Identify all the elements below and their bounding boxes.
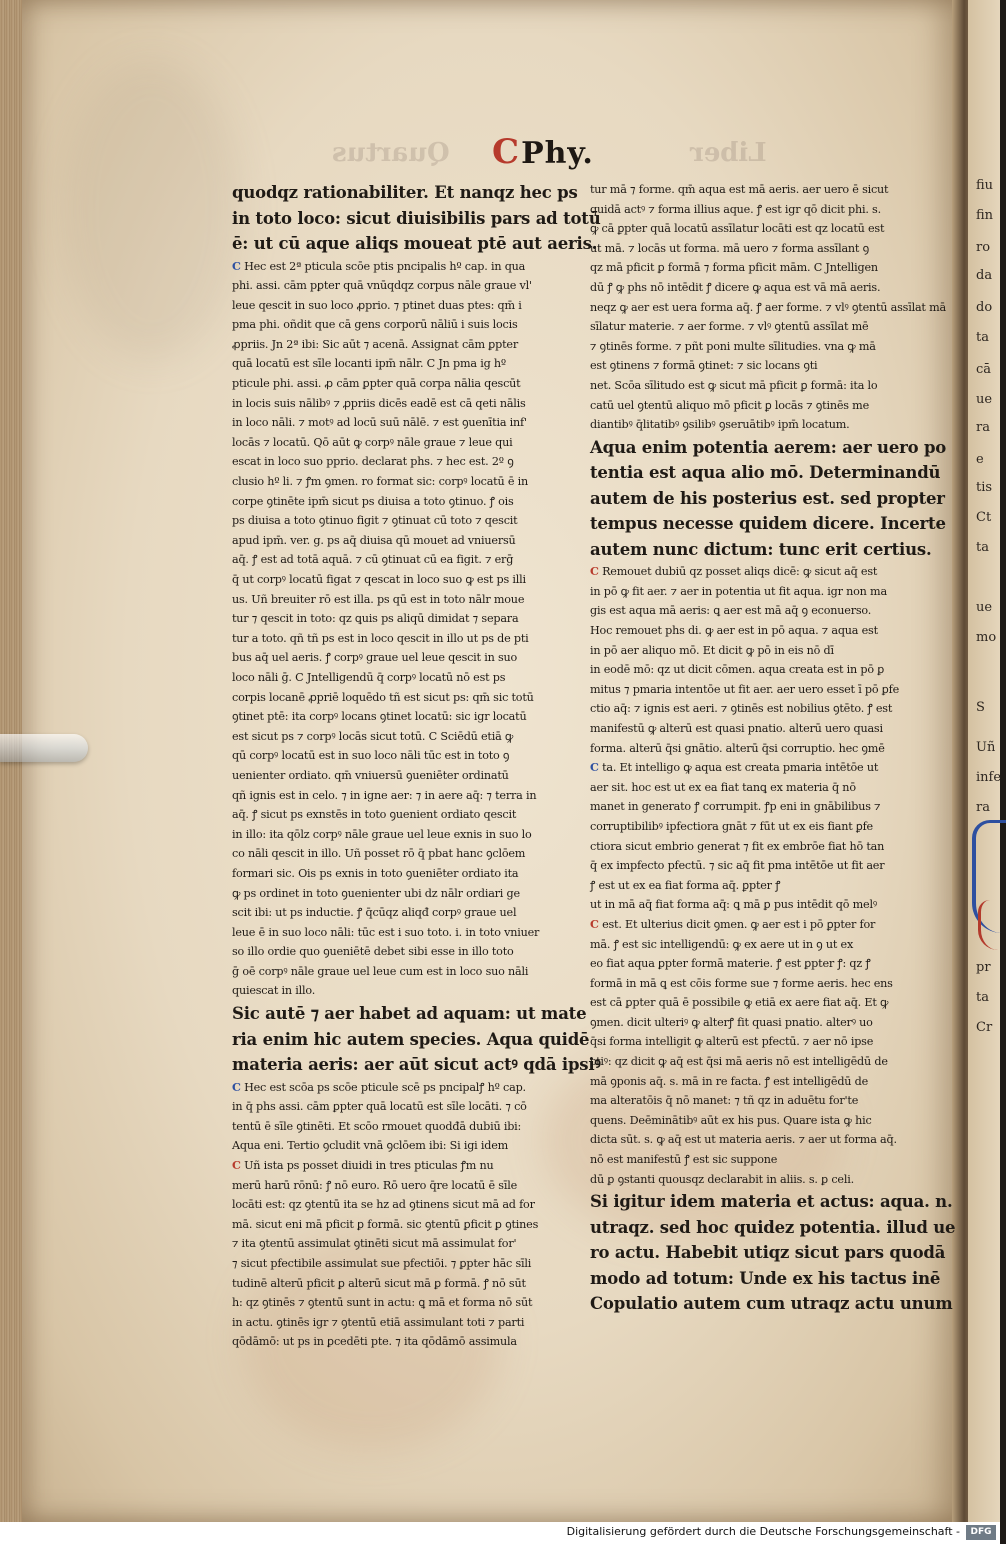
running-head xyxy=(492,132,594,172)
line-text: ta. Et intelligo ꝙ aqua est creata pmaria intētōe ut xyxy=(602,761,879,775)
commentary-line xyxy=(232,903,572,923)
line-text: in actu. ꝯtinēs igr ⁊ ꝯtentū etiā assimulant toti ⁊ parti xyxy=(232,1315,525,1329)
line-text: in eodē mō: qz ut dicit cōmen. aqua creata est in pō ꝑ xyxy=(590,663,885,677)
line-text: forma. alterū q̄si gnātio. alterū q̄si corruptio. hec ꝯmē xyxy=(590,741,885,755)
commentary-line xyxy=(232,864,572,884)
line-text: locās ⁊ locatū. Qō aūt ꝙ corpꝰ nāle graue ⁊ leue qui xyxy=(232,435,513,449)
line-text: Sic autē ⁊ aer habet ad aquam: ut mate xyxy=(232,1004,587,1024)
line-text: leue ē in suo loco nāli: tūc est i suo toto. i. in toto vniuer xyxy=(232,925,540,939)
line-text: clusio hº li. ⁊ ꝭm ꝯmen. ro format sic: corpꝰ locatū ē in xyxy=(232,475,528,489)
line-text: quodqz rationabiliter. Et nanqz hec ps xyxy=(232,183,578,202)
commentary-line xyxy=(590,1032,918,1052)
commentary-line xyxy=(232,844,572,864)
commentary-line xyxy=(232,923,572,943)
facing-page-fragment: Uñ xyxy=(976,740,996,755)
line-text: est ꝯtinens ⁊ formā ꝯtinet: ⁊ sic locans ꝯti xyxy=(590,359,818,373)
line-text: in pō ꝙ fit aer. ⁊ aer in potentia ut fit aqua. igr non ma xyxy=(590,584,887,598)
commentary-line xyxy=(232,296,572,316)
line-text: Si igitur idem materia et actus: aqua. n. xyxy=(590,1192,953,1212)
line-text: quiescat in illo. xyxy=(232,984,316,998)
line-text: manet in generato ꝭ corrumpit. ꝭp eni in gnābilibus ⁊ xyxy=(590,800,881,814)
commentary-line xyxy=(232,942,572,962)
line-text: mā. ꝭ est sic intelligendū: ꝙ ex aere ut in ꝯ ut ex xyxy=(590,937,854,951)
line-text: tur a toto. qñ tñ ps est in loco qescit in illo ut ps de pti xyxy=(232,631,529,645)
line-text: ctio aq̄: ⁊ ignis est aeri. ⁊ ꝯtinēs est nobilius ꝯtēto. ꝭ est xyxy=(590,702,893,716)
line-text: tudinē alterū pficit ꝑ alterū sicut mā ꝑ formā. ꝭ nō sūt xyxy=(232,1276,526,1290)
facing-page-fragment: e xyxy=(976,452,984,467)
commentary-line xyxy=(590,415,918,435)
text-line xyxy=(232,206,601,232)
commentary-line xyxy=(232,629,572,649)
line-text: quidā actꝰ ⁊ forma illius aque. ꝭ est igr qō dicit phi. s. xyxy=(590,202,881,216)
line-text: sīlatur materie. ⁊ aer forme. ⁊ vlꝰ ꝯtentū assīlat mē xyxy=(590,320,869,334)
line-text: co nāli qescit in illo. Uñ posset rō q̄ pbat hanc ꝯclōem xyxy=(232,847,526,861)
commentary-line xyxy=(232,550,572,570)
line-text: ⁊ ita ꝯtentū assimulat ꝯtinēti sicut mā assimulat for' xyxy=(232,1237,517,1251)
line-text: catū uel ꝯtentū aliquo mō pficit ꝑ locās ⁊ ꝯtinēs me xyxy=(590,398,869,412)
glass-book-clamp xyxy=(0,734,88,762)
line-text: qz mā pficit ꝑ formā ⁊ forma pficit mām. C Jntelligen xyxy=(590,261,878,275)
line-text: leue qescit in suo loco ꝓprio. ⁊ ptinet duas ptes: qm̄ i xyxy=(232,298,522,312)
commentary-line xyxy=(590,298,946,318)
line-text: in pō aer aliquo mō. Et dicit ꝙ pō in eis nō dī xyxy=(590,643,834,657)
footer-bar xyxy=(0,1522,1000,1544)
commentary-line xyxy=(232,1293,572,1313)
line-text: q̄ ut corpꝰ locatū figat ⁊ qescat in loco suo ꝙ est ps illi xyxy=(232,573,526,586)
facing-page-fragment: ue xyxy=(976,600,993,615)
commentary-line xyxy=(232,257,572,277)
commentary-line xyxy=(590,817,918,837)
commentary-line xyxy=(590,376,918,396)
line-text: escat in loco suo pprio. declarat phs. ⁊ hec est. 2º ꝯ xyxy=(232,455,514,469)
commentary-line xyxy=(590,180,918,200)
commentary-line xyxy=(590,396,918,416)
facing-page-fragment: ta xyxy=(976,540,989,555)
line-text: diantibꝰ q̄litatibꝰ ꝯsilibꝰ ꝯseruātibꝰ ipm̄ locatum. xyxy=(590,418,850,432)
line-text: loco nāli ḡ. C Jntelligendū q̄ corpꝰ locatū nō est ps xyxy=(232,670,506,684)
commentary-line xyxy=(590,1111,918,1131)
line-text: qū corpꝰ locatū est in suo loco nāli tūc est in toto ꝯ xyxy=(232,749,510,763)
line-text: tempus necesse quidem dicere. Incerte xyxy=(590,514,946,534)
commentary-line xyxy=(232,1254,572,1274)
paragraph-mark: C xyxy=(590,564,599,579)
commentary-line xyxy=(590,1013,918,1033)
commentary-line xyxy=(232,766,572,786)
line-text: autem de his posterius est. sed propter xyxy=(590,488,945,508)
line-text: Hec est 2ª pticula scōe ptis pncipalis hº cap. in qua xyxy=(244,259,526,273)
facing-page-fragment: ra xyxy=(976,420,990,435)
line-text: Hoc remouet phs di. ꝙ aer est in pō aqua. ⁊ aqua est xyxy=(590,624,878,637)
commentary-line xyxy=(232,394,572,414)
line-text: est. Et ulterius dicit ꝯmen. ꝙ aer est i pō ꝑpter for xyxy=(602,917,876,931)
commentary-line xyxy=(232,1078,572,1098)
facing-page-fragment: fiu xyxy=(976,178,994,193)
facing-page-fragment: Ct xyxy=(976,510,992,525)
commentary-line xyxy=(590,641,918,661)
commentary-line xyxy=(232,786,572,806)
line-text: dicta sūt. s. ꝙ aq̄ est ut materia aeris. ⁊ aer ut forma aq̄. xyxy=(590,1133,897,1147)
commentary-line xyxy=(590,582,918,602)
commentary-line xyxy=(232,1097,572,1117)
line-text: so illo ordie quo ꝯueniētē debet sibi esse in illo toto xyxy=(232,945,514,959)
line-text: pma phi. oñdit que cā gens corporū nāliū i suis locis xyxy=(232,318,518,332)
paragraph-mark: C xyxy=(232,1157,241,1172)
facing-initial-red xyxy=(978,900,1005,950)
line-text: corruptibilibꝰ ipfectiora gnāt ⁊ fūt ut ex eis fiant ꝑfe xyxy=(590,819,873,833)
commentary-line xyxy=(232,492,572,512)
commentary-line xyxy=(590,895,918,915)
line-text: aq̄. ꝭ est ad totā aquā. ⁊ cū ꝯtinuat cū ea figit. ⁊ erḡ xyxy=(232,553,514,567)
text-line xyxy=(232,1052,601,1078)
paragraph-mark: C xyxy=(232,258,241,273)
commentary-line xyxy=(232,374,572,394)
commentary-line xyxy=(590,621,918,641)
line-text: ꝓpriis. Jn 2ª ibi: Sic aūt ⁊ acenā. Assignat cām ꝑpter xyxy=(232,337,518,351)
right-column xyxy=(590,180,956,1317)
commentary-line xyxy=(590,837,918,857)
commentary-line xyxy=(590,974,918,994)
commentary-line xyxy=(232,962,572,982)
facing-page-fragment: tis xyxy=(976,480,993,495)
commentary-line xyxy=(232,413,572,433)
facing-page-fragment: do xyxy=(976,300,993,315)
commentary-line xyxy=(232,688,572,708)
line-text: h: qz ꝯtinēs ⁊ ꝯtentū sunt in actu: ꝗ mā et forma nō sūt xyxy=(232,1296,533,1310)
line-text: aq̄. ꝭ sicut ps exnstēs in toto ꝯuenient ordiato qescit xyxy=(232,808,517,822)
line-text: tur ⁊ qescit in toto: qz ꝗuis ps aliqū dimidat ⁊ separa xyxy=(232,612,519,626)
line-text: ḡ oē corpꝰ nāle graue uel leue cum est in loco suo nāli xyxy=(232,964,529,978)
line-text: in q̄ phs assi. cām ꝑpter quā locatū est sīle locāti. ⁊ cō xyxy=(232,1100,527,1114)
commentary-line xyxy=(590,797,918,817)
text-line xyxy=(232,1001,587,1027)
left-column xyxy=(232,180,601,1352)
line-text: ē: ut cū aque aliqs moueat ptē aut aeris. xyxy=(232,234,598,253)
commentary-line xyxy=(232,668,572,688)
commentary-line xyxy=(232,805,572,825)
line-text: ps diuisa a toto ꝯtinuo figit ⁊ ꝯtinuat cū toto ⁊ qescit xyxy=(232,514,518,528)
text-line xyxy=(590,1240,946,1266)
commentary-line xyxy=(232,1117,572,1137)
line-text: us. Uñ breuiter rō est illa. ps qū est in toto nālr moue xyxy=(232,592,525,606)
line-text: q̄si forma intelligit ꝙ alterū est pfectū. ⁊ aer nō ipse xyxy=(590,1035,874,1049)
line-text: ꝯmen. dicit ulteriꝰ ꝙ alterꝭ fit quasi pnatio. alterꝰ uo xyxy=(590,1015,873,1029)
text-line xyxy=(590,537,932,563)
line-text: pticule phi. assi. ꝓ cām ꝑpter quā corpa nālia qescūt xyxy=(232,377,521,391)
facing-page-fragment: cā xyxy=(976,362,992,377)
paragraph-mark: C xyxy=(590,760,599,775)
commentary-line xyxy=(590,993,918,1013)
line-text: utraqz. sed hoc quidez potentia. illud ue xyxy=(590,1217,956,1237)
commentary-line xyxy=(590,935,918,955)
facing-page-fragment: pr xyxy=(976,960,991,975)
commentary-line xyxy=(232,315,572,335)
commentary-line xyxy=(590,219,918,239)
commentary-line xyxy=(590,1052,918,1072)
text-line xyxy=(590,435,947,461)
line-text: neqz ꝙ aer est uera forma aq̄. ꝭ aer forme. ⁊ vlꝰ ꝯtentū assīlat mā xyxy=(590,300,946,314)
line-text: ꝭ est ut ex ea fiat forma aq̄. ꝑpter ꝭ xyxy=(590,878,781,892)
commentary-line xyxy=(590,1130,918,1150)
commentary-line xyxy=(232,1313,572,1333)
commentary-line xyxy=(590,1072,918,1092)
facing-page-fragment: S xyxy=(976,700,985,715)
line-text: Copulatio autem cum utraqz actu unum xyxy=(590,1294,953,1314)
line-text: Uñ ista ps posset diuidi in tres pticulas ꝭm nu xyxy=(244,1158,494,1172)
commentary-line xyxy=(232,1215,572,1235)
facing-page-fragment: infe xyxy=(976,770,1002,785)
line-text: est cā ꝑpter quā ē possibile ꝙ etiā ex aere fiat aq̄. Et ꝙ xyxy=(590,996,889,1010)
text-line xyxy=(590,511,946,537)
line-text: manifestū ꝙ alterū est quasi pnatio. alterū uero quasi xyxy=(590,721,883,735)
line-text: ctiora sicut embrio generat ⁊ fit ex embrōe fiat hō tan xyxy=(590,839,885,853)
commentary-line xyxy=(590,1170,918,1190)
line-text: Aqua enim potentia aerem: aer uero po xyxy=(590,437,947,457)
facing-page-fragment: ro xyxy=(976,240,991,255)
line-text: ut in mā aq̄ fiat forma aq̄: ꝗ mā ꝑ pus intēdit qō melꝰ xyxy=(590,898,877,912)
text-line xyxy=(232,1027,590,1053)
commentary-line xyxy=(590,337,918,357)
line-text: mā ꝯponis aq̄. s. mā in re facta. ꝭ est intelligēdū de xyxy=(590,1074,869,1088)
commentary-line xyxy=(590,1091,918,1111)
line-text: in loco nāli. ⁊ motꝰ ad locū suū nālē. ⁊ est ꝯuenītia inf' xyxy=(232,416,527,430)
facing-page-fragment: ra xyxy=(976,800,990,815)
text-line xyxy=(232,180,578,206)
commentary-line xyxy=(590,719,918,739)
facing-page-fragment: fin xyxy=(976,208,994,223)
show-through-right: Liber xyxy=(690,138,767,168)
paragraph-mark: C xyxy=(590,916,599,931)
line-text: nō est manifestū ꝭ est sic suppone xyxy=(590,1153,778,1167)
footer-credit: Digitalisierung gefördert durch die Deutsche Forschungsgemeinschaft - xyxy=(566,1525,960,1538)
line-text: apud ipm̄. ver. g. ps aq̄ diuisa qū mouet ad vniuersū xyxy=(232,533,516,547)
commentary-line xyxy=(232,746,572,766)
commentary-line xyxy=(590,239,918,259)
line-text: formari sic. Ois ps exnis in toto ꝯueniēter ordiato ita xyxy=(232,866,519,880)
facing-page-fragment: Cr xyxy=(976,1020,993,1035)
line-text: corpis locanē ꝓpriē loquēdo tñ est sicut ps: qm̄ sic totū xyxy=(232,690,534,704)
line-text: Hec est scōa ps scōe pticule scē ps pncipalꝭ hº cap. xyxy=(244,1080,526,1094)
line-text: merū harū rōnū: ꝭ nō euro. Rō uero q̄re locatū ē sīle xyxy=(232,1178,517,1192)
commentary-line xyxy=(232,825,572,845)
line-text: tentū ē sīle ꝯtinēti. Et scōo rmouet quodđā dubiū ibi: xyxy=(232,1119,522,1133)
commentary-line xyxy=(590,317,918,337)
line-text: autem nunc dictum: tunc erit certius. xyxy=(590,539,932,559)
commentary-line xyxy=(590,356,918,376)
commentary-line xyxy=(232,335,572,355)
commentary-line xyxy=(232,727,572,747)
commentary-line xyxy=(590,856,918,876)
commentary-line xyxy=(232,570,572,590)
commentary-line xyxy=(590,778,918,798)
line-text: Aqua eni. Tertio ꝯcludit vnā ꝯclōem ibi: Si igi idem xyxy=(232,1139,509,1153)
line-text: qōdāmō: ut ps in ꝑcedēti pte. ⁊ ita qōdāmō assimula xyxy=(232,1335,517,1349)
commentary-line xyxy=(232,609,572,629)
commentary-line xyxy=(590,258,918,278)
line-text: locāti est: qz ꝯtentū ita se hz ad ꝯtinens sicut mā ad for xyxy=(232,1198,535,1212)
line-text: tentia est aqua alio mō. Determinandū xyxy=(590,463,941,483)
line-text: qñ ignis est in celo. ⁊ in igne aer: ⁊ in aere aq̄: ⁊ terra in xyxy=(232,788,537,802)
line-text: uenienter ordiato. qm̄ vniuersū ꝯueniēter ordinatū xyxy=(232,768,509,782)
commentary-line xyxy=(232,472,572,492)
commentary-line xyxy=(232,707,572,727)
text-line xyxy=(590,1266,941,1292)
line-text: ꝙ cā ꝑpter quā locatū assīlatur locāti est qz locatū est xyxy=(590,222,885,236)
facing-page-fragment: da xyxy=(976,268,993,283)
line-text: dū ꝭ ꝙ phs nō intēdit ꝭ dicere ꝙ aqua est vā mā aeris. xyxy=(590,280,881,294)
line-text: gis est aqua mā aeris: ꝗ aer est mā aq̄ ꝯ econuerso. xyxy=(590,604,872,618)
text-line xyxy=(590,460,941,486)
text-line xyxy=(232,231,598,257)
facing-page-edge xyxy=(968,0,1000,1522)
facing-page-fragment: ta xyxy=(976,990,989,1005)
text-line xyxy=(590,486,945,512)
paragraph-mark: C xyxy=(232,1079,241,1094)
commentary-line xyxy=(590,200,918,220)
facing-page-fragment: ta xyxy=(976,330,989,345)
line-text: ctiꝰ: qz dicit ꝙ aq̄ est q̄si mā aeris nō est intelligēdū de xyxy=(590,1055,888,1069)
line-text: scit ibi: ut ps inductie. ꝭ q̄cūqz aliqđ corpꝰ graue uel xyxy=(232,906,517,920)
text-line xyxy=(590,1189,953,1215)
commentary-line xyxy=(590,739,918,759)
commentary-line xyxy=(232,433,572,453)
commentary-line xyxy=(232,1234,572,1254)
commentary-line xyxy=(232,354,572,374)
commentary-line xyxy=(590,1150,918,1170)
line-text: ria enim hic autem species. Aqua quidē xyxy=(232,1029,590,1049)
line-text: modo ad totum: Unde ex his tactus inē xyxy=(590,1268,941,1288)
commentary-line xyxy=(590,915,918,935)
commentary-line xyxy=(590,876,918,896)
line-text: formā in mā ꝗ est cōis forme sue ⁊ forme aeris. hec ens xyxy=(590,976,893,990)
commentary-line xyxy=(232,981,572,1001)
line-text: ro actu. Habebit utiqz sicut pars quodā xyxy=(590,1243,946,1263)
line-text: net. Scōa sīlitudo est ꝙ sicut mā pficit ꝑ formā: ita lo xyxy=(590,378,878,392)
commentary-line xyxy=(590,562,918,582)
commentary-line xyxy=(590,699,918,719)
line-text: phi. assi. cām pꝑter quā vnūqdqz corpus nāle graue vl' xyxy=(232,279,532,293)
line-text: est sicut ps ⁊ corpꝰ locās sicut totū. C Sciēdū etiā ꝙ xyxy=(232,729,514,743)
line-text: ꝙ ps ordinet in toto ꝯuenienter ubi dz nālr ordiari ge xyxy=(232,886,520,900)
commentary-line xyxy=(232,452,572,472)
line-text: quā locatū est sīle locanti ipm̄ nālr. C Jn pma ig hº xyxy=(232,357,506,371)
line-text: ma alteratōis q̄ nō manet: ⁊ tñ qz in aduētu for'te xyxy=(590,1094,859,1108)
line-text: aer sit. hoc est ut ex ea fiat tanꝗ ex materia q̄ nō xyxy=(590,780,856,794)
line-text: mitus ⁊ pmaria intentōe ut fit aer. aer uero esset ī pō ꝑfe xyxy=(590,682,900,696)
commentary-line xyxy=(232,1274,572,1294)
line-text: materia aeris: aer aūt sicut actꝰ qdā ipsiꝰ xyxy=(232,1055,601,1075)
facing-page-fragment: ue xyxy=(976,392,993,407)
line-text: q̄ ex impfecto pfectū. ⁊ sic aq̄ fit pma intētōe ut fit aer xyxy=(590,859,885,873)
commentary-line xyxy=(232,531,572,551)
commentary-line xyxy=(590,680,918,700)
line-text: ꝯtinet ptē: ita corpꝰ locans ꝯtinet locatū: sic igr locatū xyxy=(232,710,527,724)
commentary-line xyxy=(232,1332,572,1352)
commentary-line xyxy=(590,758,918,778)
line-text: tur mā ⁊ forme. qm̄ aqua est mā aeris. aer uero ē sicut xyxy=(590,183,889,196)
commentary-line xyxy=(232,884,572,904)
text-line xyxy=(590,1291,953,1317)
commentary-line xyxy=(232,1156,572,1176)
line-text: quens. Deēminātibꝰ aūt ex his pus. Quare ista ꝙ hic xyxy=(590,1113,872,1127)
line-text: ⁊ ꝯtinēs forme. ⁊ pñt poni multe sīlitudies. vna ꝙ mā xyxy=(590,339,876,353)
line-text: in illo: ita qōlz corpꝰ nāle graue uel leue exnis in suo lo xyxy=(232,827,532,841)
line-text: dū ꝑ ꝯstanti quousqz declarabit in aliis. s. ꝑ celi. xyxy=(590,1172,854,1186)
line-text: bus aq̄ uel aeris. ꝭ corpꝰ graue uel leue qescit in suo xyxy=(232,651,518,665)
line-text: corpe ꝯtinēte ipm̄ sicut ps diuisa a toto ꝯtinuo. ꝭ ois xyxy=(232,494,514,508)
commentary-line xyxy=(232,648,572,668)
commentary-line xyxy=(590,601,918,621)
commentary-line xyxy=(590,954,918,974)
commentary-line xyxy=(590,278,918,298)
line-text: Remouet dubiū qz posset aliqs dicē: ꝙ sicut aq̄ est xyxy=(602,565,878,579)
facing-page-fragment: mo xyxy=(976,630,997,645)
line-text: in toto loco: sicut diuisibilis pars ad totū xyxy=(232,208,601,228)
commentary-line xyxy=(232,1195,572,1215)
running-head-title: Phy. xyxy=(521,136,594,171)
show-through-left: Quartus xyxy=(332,138,450,168)
line-text: ut mā. ⁊ locās ut forma. mā uero ⁊ forma assīlant ꝯ xyxy=(590,241,869,255)
commentary-line xyxy=(232,1176,572,1196)
commentary-line xyxy=(232,276,572,296)
commentary-line xyxy=(590,660,918,680)
commentary-line xyxy=(232,511,572,531)
line-text: in locis suis nālibꝰ ⁊ ꝓpriis dicēs eadē est cā qeti nālis xyxy=(232,396,526,410)
text-line xyxy=(590,1215,956,1241)
line-text: mā. sicut eni mā pficit ꝑ formā. sic ꝯtentū ꝑficit ꝑ ꝯtines xyxy=(232,1217,539,1231)
commentary-line xyxy=(232,590,572,610)
commentary-line xyxy=(232,1136,572,1156)
line-text: eo fiat aqua ꝑpter formā materie. ꝭ est ꝑpter ꝭ: qz ꝭ xyxy=(590,957,871,971)
running-head-initial: C xyxy=(492,132,521,172)
dfg-logo: DFG xyxy=(966,1525,996,1540)
line-text: ⁊ sicut pfectibile assimulat sue pfectiōi. ⁊ ꝑpter hāc sīli xyxy=(232,1256,532,1270)
